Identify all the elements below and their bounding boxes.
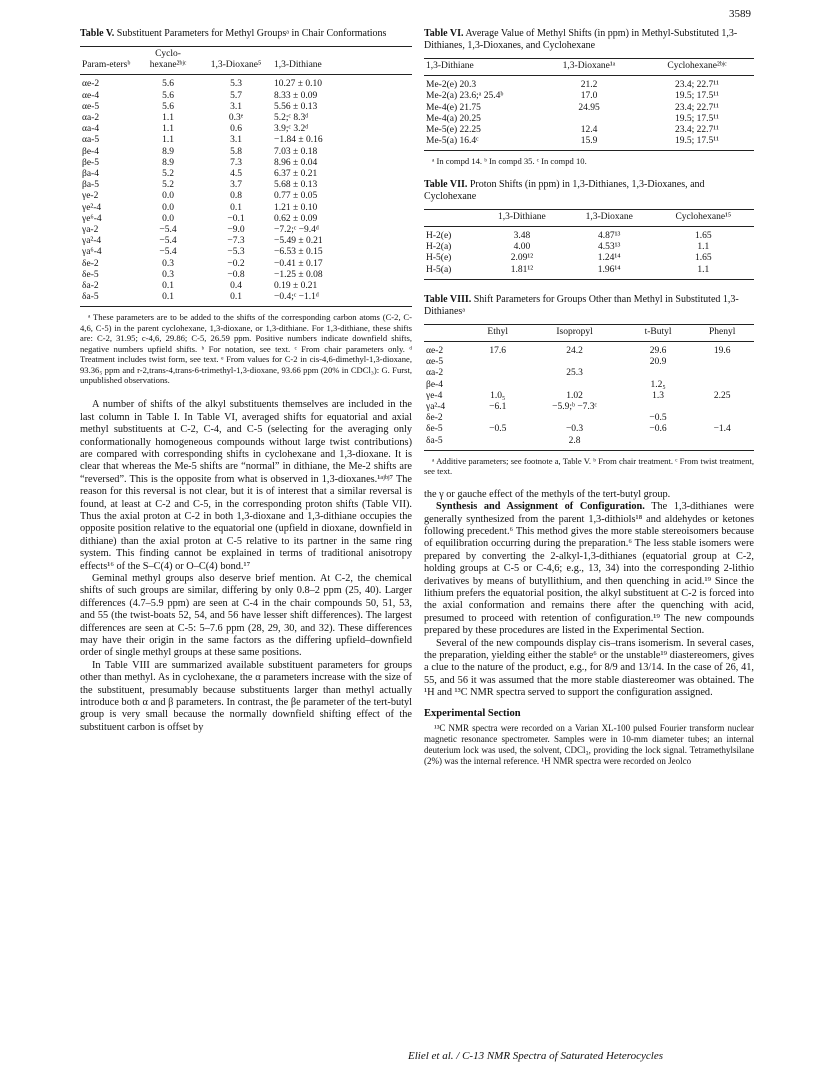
- table8-row: [424, 380, 754, 391]
- table6-caption-num: Table VI.: [424, 28, 464, 39]
- experimental-paragraph: ¹³C NMR spectra were recorded on a Varian XL-100 pulsed Fourier transform nuclear magnetic resonance spectrometer. Samples were in 10-mm diameter tubes; an internal deuterium lock was used, the solvent, CDCl₃, providing the lock signal. Tetramethylsilane (2%) was the internal reference. ¹H NMR spectra were recorded on Jeolco: [424, 722, 754, 766]
- table6-cell: 24.95: [578, 102, 600, 113]
- table5-cell: −0.2: [227, 258, 245, 269]
- table8-cell: −0.3: [565, 424, 584, 435]
- table8-cell: 1.2₅: [650, 379, 666, 390]
- table5-caption-num: Table V.: [80, 28, 115, 39]
- table5-cell: δe-2: [82, 258, 99, 269]
- table8-cell: 17.6: [489, 346, 507, 357]
- table6-cell: 19.5; 17.5¹¹: [640, 136, 754, 151]
- table5-row: [80, 247, 412, 258]
- table6-caption-text: Average Value of Methyl Shifts (in ppm) in Methyl-Substituted 1,3-Dithianes, 1,3-Dioxanes, and Cyclohexane: [424, 28, 738, 51]
- table5-caption-text: Substituent Parameters for Methyl Groupsᵃ in Chair Conformations: [116, 28, 387, 39]
- table8-row: [424, 424, 754, 435]
- table6-cell: Me-2(e) 20.3: [426, 80, 477, 91]
- table5-cell: 0.6: [230, 124, 242, 135]
- table8-cell: 29.6: [649, 346, 667, 357]
- table8-cell: 19.6: [713, 346, 731, 357]
- table5-cell: 1.1: [162, 135, 174, 146]
- table6-row: [424, 103, 754, 114]
- table5-cell: 0.0: [162, 202, 174, 213]
- table5-cell: αa-5: [82, 135, 100, 146]
- table5-cell: 8.9: [162, 157, 174, 168]
- table8-row: [424, 413, 754, 424]
- table5-cell: 0.4: [230, 281, 242, 292]
- table8-cell: [472, 436, 523, 451]
- table8-header: Ethyl: [472, 324, 523, 341]
- table5-cell: 0.3: [162, 258, 174, 269]
- table5-cell: −0.1: [227, 213, 245, 224]
- table7-cell: 4.53¹³: [598, 242, 621, 253]
- table8-row: [424, 391, 754, 402]
- table6-cell: 12.4: [580, 125, 598, 136]
- left-column: [80, 28, 412, 734]
- table8-cell: −0.5: [489, 424, 507, 435]
- table5-row: [80, 191, 412, 202]
- table6-row: [424, 114, 754, 125]
- table8: [424, 324, 754, 451]
- table8-cell: [472, 380, 523, 391]
- table5-cell: αe-2: [82, 79, 100, 90]
- table7-cell: 1.81¹²: [478, 265, 566, 280]
- table5-header: Cyclo-hexane²ᵇʲᶜ: [136, 47, 200, 75]
- table7-header: [424, 209, 478, 226]
- table8-cell: αe-5: [426, 357, 444, 368]
- table5-header: 1,3-Dithiane: [272, 47, 412, 75]
- table8-caption: [424, 294, 754, 318]
- table5-cell: 0.3: [162, 269, 174, 280]
- body-paragraph: In Table VIII are summarized available substituent parameters for groups other than methyl. As in cyclohexane, the α parameters increase with the size of the substituent, presumably because substituents larger than methyl actually introduce both α and β parameters. In contrast, the βe parameter of the tert-butyl group is very small because the normally downfield shifting effect of the substituent carbon is offset by: [80, 659, 412, 733]
- table5-row: [80, 147, 412, 158]
- table7-cell: H-2(e): [426, 231, 452, 242]
- table6-cell: 21.2: [580, 80, 598, 91]
- table7-caption-num: Table VII.: [424, 178, 468, 190]
- table5-row: [80, 292, 412, 307]
- table7-cell: 1.65: [695, 253, 712, 264]
- table5-cell: 3.1: [230, 101, 242, 112]
- table7-cell: H-5(e): [426, 253, 452, 264]
- table5-row: [80, 180, 412, 191]
- table5-cell: γa-2: [82, 225, 99, 236]
- body-paragraph: A number of shifts of the alkyl substituents themselves are included in the last column in Table I. In Table VI, averaged shifts for equatorial and axial methyl substituents at C-2, C-4, and C-5 (selecting for the averaging only conformationally homogeneous compounds without large twist contributions) are compared with corresponding shifts in cyclohexane and 1,3-dioxane. It is clear that whereas the Me-5 shifts are “normal” in dithiane, the Me-2 shifts are “reversed”. This is the opposite from what is observed in 1,3-dioxanes.¹ᵃʲᵇʲ⁷ The reason for this reversal is not clear, but it is of interest that a similar reversal is found, at least at C-2 and C-5, in the corresponding proton shifts (Table VII). Thus the axial proton at C-2 in both 1,3-dioxane and 1,3-dithiane occupies the opposite position relative to the equatorial one (upfield in dioxane, downfield in dithiane) than the axial proton at C-5 relative to its partner in the same ring system. This finding cannot be explained in terms of traditional anisotropy effects¹⁶ of the S–C(4) or O–C(4) bond.¹⁷: [80, 399, 412, 572]
- table5-row: [80, 259, 412, 270]
- table8-cell: [626, 368, 691, 379]
- table5-cell: 3.1: [230, 135, 242, 146]
- table8-cell: [523, 413, 625, 424]
- table8-cell: γe-4: [426, 390, 443, 401]
- table5-cell: 5.2: [162, 180, 174, 191]
- table7-cell: H-5(a): [424, 265, 478, 280]
- body-paragraph: [424, 501, 754, 637]
- table5-cell: γe-2: [82, 191, 99, 202]
- table8-cell: [690, 402, 754, 413]
- table8-row: [424, 342, 754, 358]
- table8-row: [424, 368, 754, 379]
- table5-cell: 5.2: [162, 169, 174, 180]
- table5-cell: 0.1: [200, 292, 272, 307]
- table8-cell: [472, 357, 523, 368]
- table6-caption: [424, 28, 754, 52]
- table5-cell: 7.3: [230, 157, 242, 168]
- table8-header: [424, 324, 472, 341]
- table6-cell: 19.5; 17.5¹¹: [675, 113, 719, 124]
- table8-cell: [690, 413, 754, 424]
- table5-cell: −6.53 ± 0.15: [274, 247, 323, 258]
- table5-cell: 8.9: [162, 146, 174, 157]
- table8-cell: γa²-4: [426, 402, 446, 413]
- table8-cell: [472, 368, 523, 379]
- section-heading-synthesis: Synthesis and Assignment of Configuration.: [436, 501, 645, 513]
- table8-header: t-Butyl: [626, 324, 691, 341]
- table5-header: 1,3-Dioxane⁵: [200, 47, 272, 75]
- table5-header: Param-etersᵇ: [80, 47, 136, 75]
- table6: [424, 58, 754, 151]
- table6-cell: 19.5; 17.5¹¹: [675, 91, 719, 102]
- right-column: [424, 28, 754, 767]
- table5-cell: 7.03 ± 0.18: [274, 146, 318, 157]
- table5-cell: 1.1: [162, 124, 174, 135]
- table7-caption-text: Proton Shifts (in ppm) in 1,3-Dithianes, 1,3-Dioxanes, and Cyclohexane: [424, 178, 705, 202]
- table8-row: [424, 436, 754, 451]
- table5: [80, 46, 412, 307]
- table8-cell: −5.9;ᵇ −7.3ᶜ: [552, 402, 597, 413]
- table7-cell: 1.65: [695, 231, 712, 242]
- table5-cell: −5.3: [227, 247, 245, 258]
- table8-cell: −1.4: [713, 424, 731, 435]
- table5-row: [80, 91, 412, 102]
- table8-cell: −0.5: [649, 413, 667, 424]
- table5-cell: βa-5: [82, 180, 99, 191]
- table8-footnote: ᵃ Additive parameters; see footnote a, Table V. ᵇ From chair treatment. ᶜ From twist treatment, see text.: [424, 455, 754, 477]
- table5-row: [80, 236, 412, 247]
- table7-header: 1,3-Dithiane: [478, 209, 566, 226]
- table5-cell: 5.8: [230, 146, 242, 157]
- table6-cell: Me-5(e) 22.25: [426, 125, 481, 136]
- table5-cell: γe²-4: [82, 202, 102, 213]
- table5-cell: 5.56 ± 0.13: [274, 101, 318, 112]
- table6-cell: Me-2(a) 23.6;ᵃ 25.4ᵇ: [426, 91, 504, 102]
- table8-cell: −6.1: [489, 402, 507, 413]
- table5-cell: γa²-4: [82, 236, 102, 247]
- table5-cell: βa-4: [82, 169, 99, 180]
- table8-cell: δa-5: [424, 436, 472, 451]
- table5-cell: 1.21 ± 0.10: [274, 202, 318, 213]
- table8-cell: [690, 380, 754, 391]
- table6-header: 1,3-Dioxane¹ᵃ: [538, 59, 640, 76]
- table5-cell: αe-4: [82, 90, 100, 101]
- table5-cell: 5.68 ± 0.13: [274, 180, 318, 191]
- table5-cell: −0.41 ± 0.17: [274, 258, 323, 269]
- table8-cell: [690, 436, 754, 451]
- table6-cell: 23.4; 22.7¹¹: [675, 125, 719, 136]
- table8-caption-text: Shift Parameters for Groups Other than Methyl in Substituted 1,3-Dithianesᵃ: [424, 293, 739, 317]
- table5-cell: 0.62 ± 0.09: [274, 213, 318, 224]
- table8-cell: [626, 402, 691, 413]
- table5-row: [80, 270, 412, 281]
- table6-cell: Me-4(a) 20.25: [426, 113, 481, 124]
- table7-cell: H-2(a): [426, 242, 452, 253]
- body-paragraph: Several of the new compounds display cis–trans isomerism. In several cases, the preparation, yielding either the stable⁶ or the unstable¹⁹ diastereomers, gives a clue to the nature of the product, e.g., for 8/9 and 13/14. In the case of 26, 41, 55, and 56 it was assumed that the more stable diastereomer was obtained. The ¹H and ¹³C NMR spectra served to support the configuration assigned.: [424, 637, 754, 699]
- table8-header: Phenyl: [690, 324, 754, 341]
- table5-cell: γa⁶-4: [82, 247, 102, 258]
- table5-cell: 5.6: [162, 90, 174, 101]
- table8-cell: −0.6: [649, 424, 667, 435]
- table7-header: Cyclohexane¹⁵: [653, 209, 754, 226]
- table5-cell: αe-5: [82, 101, 100, 112]
- table6-cell: [538, 114, 640, 125]
- table6-cell: 23.4; 22.7¹¹: [675, 80, 719, 91]
- table5-row: [80, 225, 412, 236]
- table7-caption: [424, 179, 754, 203]
- table8-cell: 1.3: [652, 390, 664, 401]
- table6-cell: 23.4; 22.7¹¹: [675, 102, 719, 113]
- table5-cell: 0.0: [162, 191, 174, 202]
- table5-cell: −5.49 ± 0.21: [274, 236, 323, 247]
- table6-footnote: ᵃ In compd 14. ᵇ In compd 35. ᶜ In compd 10.: [432, 156, 587, 167]
- table5-cell: −7.2;ᶜ −9.4ᵈ: [274, 225, 319, 236]
- table7-cell: 1.1: [653, 265, 754, 280]
- table5-cell: 8.33 ± 0.09: [274, 90, 318, 101]
- table5-cell: αa-2: [82, 113, 100, 124]
- table5-cell: 5.2;ᶜ 8.3ᵈ: [274, 113, 309, 124]
- body-paragraph: Geminal methyl groups also deserve brief mention. At C-2, the chemical shifts of such groups are similar, differing by only 0.8–2 ppm (25, 40). Larger differences (4.7–5.9 ppm) are seen at C-4 in the chair compounds 50, 51, 53, and 55 (the twist-boats 52, 54, and 56 have lesser shift differences). The largest differences are seen at C-5: 5–7.6 ppm (28, 29, 30, and 32). These differences may have their origin in the same factors as the differing upfield–downfield order of single methyl groups at these same positions.: [80, 573, 412, 659]
- table8-cell: αe-2: [426, 346, 444, 357]
- table7-cell: 1.1: [697, 242, 710, 253]
- table5-cell: 10.27 ± 0.10: [274, 79, 322, 90]
- table5-cell: 3.9;ᶜ 3.2ᵈ: [274, 124, 309, 135]
- table8-row: [424, 402, 754, 413]
- section-heading-experimental: Experimental Section: [424, 707, 521, 719]
- table8-cell: αa-2: [426, 368, 444, 379]
- table8-cell: 24.2: [566, 346, 583, 357]
- table5-cell: 5.6: [162, 101, 174, 112]
- table8-caption-num: Table VIII.: [424, 293, 472, 305]
- table5-row: [80, 158, 412, 169]
- table8-cell: 25.3: [566, 368, 583, 379]
- table5-cell: −1.25 ± 0.08: [274, 269, 323, 280]
- table8-cell: 2.25: [713, 390, 731, 401]
- table5-cell: αa-4: [82, 124, 100, 135]
- table5-cell: 3.7: [230, 180, 242, 191]
- table8-cell: 1.0₅: [490, 390, 506, 401]
- table6-cell: Me-5(a) 16.4ᶜ: [424, 136, 538, 151]
- table5-cell: −5.4: [159, 225, 177, 236]
- table5-cell: −7.3: [227, 236, 245, 247]
- page-number: 3589: [729, 8, 751, 20]
- table5-cell: −0.4;ᶜ −1.1ᵈ: [272, 292, 412, 307]
- table7: [424, 209, 754, 280]
- table5-cell: 4.5: [230, 169, 242, 180]
- table6-row: [424, 125, 754, 136]
- table8-cell: [472, 413, 523, 424]
- table6-cell: 17.0: [580, 91, 598, 102]
- table5-cell: −0.8: [227, 269, 245, 280]
- table5-cell: 0.1: [230, 202, 242, 213]
- table8-header: Isopropyl: [523, 324, 625, 341]
- table7-cell: 4.00: [513, 242, 531, 253]
- table5-row: [80, 135, 412, 146]
- table5-cell: 0.8: [230, 191, 242, 202]
- table8-cell: 2.8: [523, 436, 625, 451]
- table8-row: [424, 357, 754, 368]
- table7-row: [424, 265, 754, 280]
- table8-cell: [690, 357, 754, 368]
- table5-cell: 1.1: [162, 113, 174, 124]
- table6-header: Cyclohexane²ᵇʲᶜ: [640, 59, 754, 76]
- table6-header: [424, 59, 538, 76]
- table5-cell: 0.19 ± 0.21: [274, 281, 318, 292]
- table5-cell: 0.1: [136, 292, 200, 307]
- table7-cell: 1.96¹⁴: [566, 265, 653, 280]
- table5-cell: 5.3: [230, 79, 242, 90]
- table7-cell: 3.48: [513, 231, 531, 242]
- body-paragraph: the γ or gauche effect of the methyls of the tert-butyl group.: [424, 488, 671, 500]
- synthesis-text: The 1,3-dithianes were generally synthesized from the parent 1,3-dithiols¹⁸ and aldehydes or ketones following precedent.⁶ This method gives the more stable stereoisomers because of equilibration occurring during the preparation.⁶ The less stable isomers were prepared by converting the 2-alkyl-1,3-dithianes (equatorial group at C-2, holding groups at C-5 or C-4,6; e.g., 13, 34) into the corresponding 2-lithio derivatives by means of butyllithium, and then quenching in acid.¹⁹ Since the lithium prefers the equatorial position, the alkyl substituent at C-2 is forced into the axial conformation and remains there after the quenching with acid, presumed to proceed with retention of configuration.¹⁹ The new compounds prepared by these procedures are listed in the Experimental Section.: [424, 501, 754, 637]
- table5-row: [80, 203, 412, 214]
- table8-cell: βe-4: [426, 379, 443, 390]
- table7-cell: 1.24¹⁴: [597, 253, 621, 264]
- table8-cell: δe-5: [426, 424, 443, 435]
- table7-row: [424, 253, 754, 264]
- table8-cell: 20.9: [649, 357, 667, 368]
- table6-cell: 15.9: [538, 136, 640, 151]
- table6-cell: Me-4(e) 21.75: [426, 102, 481, 113]
- table6-row: [424, 91, 754, 102]
- table5-cell: δa-2: [82, 281, 99, 292]
- table5-cell: −5.4: [159, 236, 177, 247]
- table5-row: [80, 75, 412, 91]
- table8-cell: [523, 380, 625, 391]
- table8-cell: [626, 436, 691, 451]
- table7-row: [424, 242, 754, 253]
- table8-cell: [523, 357, 625, 368]
- table5-cell: 5.6: [162, 79, 174, 90]
- table5-caption: [80, 28, 412, 40]
- table7-header: 1,3-Dioxane: [566, 209, 653, 226]
- table5-cell: 0.3ᵉ: [228, 113, 244, 124]
- table5-cell: 0.0: [162, 213, 174, 224]
- table7-cell: 4.87¹³: [598, 231, 621, 242]
- table8-cell: δe-2: [426, 413, 443, 424]
- running-footer: Eliel et al. / C-13 NMR Spectra of Saturated Heterocycles: [408, 1050, 663, 1062]
- table5-cell: 8.96 ± 0.04: [274, 157, 318, 168]
- table5-row: [80, 124, 412, 135]
- table6-row: [424, 76, 754, 92]
- table5-cell: 0.77 ± 0.05: [274, 191, 318, 202]
- table6-row: [424, 136, 754, 151]
- table7-cell: 2.09¹²: [510, 253, 534, 264]
- table5-cell: 5.7: [230, 90, 242, 101]
- table5-row: [80, 102, 412, 113]
- table5-row: [80, 113, 412, 124]
- table8-cell: 1.02: [566, 390, 583, 401]
- table5-footnote: ᵃ These parameters are to be added to the shifts of the corresponding carbon atoms (C-2, C-4,6, C-5) in the parent cyclohexane, 1,3-dioxane, or 1,3-dithiane. For 1,3-dithiane, these shifts are: C-2, 31.95; c-4,6, 29.86; C-5, 26.59 ppm. Positive numbers indicate downfield shifts, negative numbers upfield shifts. ᵇ For notation, see text. ᶜ From chair parameters only. ᵈ Treatment includes twist form, see text. ᵉ From values for C-2 in cis-4,6-dimethyl-1,3-dioxane, 93.36₅ ppm and r-2,trans-4,trans-6-trimethyl-1,3-dioxane, 93.66 ppm (20% in CDCl₃): G. Furst, unpublished observations.: [80, 312, 412, 385]
- table5-cell: −1.84 ± 0.16: [274, 135, 323, 146]
- table5-row: [80, 214, 412, 225]
- table5-cell: −9.0: [227, 225, 245, 236]
- table5-cell: βe-5: [82, 157, 99, 168]
- table7-row: [424, 227, 754, 243]
- table5-cell: βe-4: [82, 146, 99, 157]
- table5-cell: δa-5: [80, 292, 136, 307]
- table5-cell: γe⁶-4: [82, 213, 102, 224]
- table5-cell: −5.4: [159, 247, 177, 258]
- table8-cell: [690, 368, 754, 379]
- table5-cell: δe-5: [82, 269, 99, 280]
- table5-cell: 6.37 ± 0.21: [274, 169, 318, 180]
- table5-row: [80, 281, 412, 292]
- table6-header-text: 1,3-Dithiane: [426, 61, 474, 71]
- table5-row: [80, 169, 412, 180]
- table5-cell: 0.1: [162, 281, 174, 292]
